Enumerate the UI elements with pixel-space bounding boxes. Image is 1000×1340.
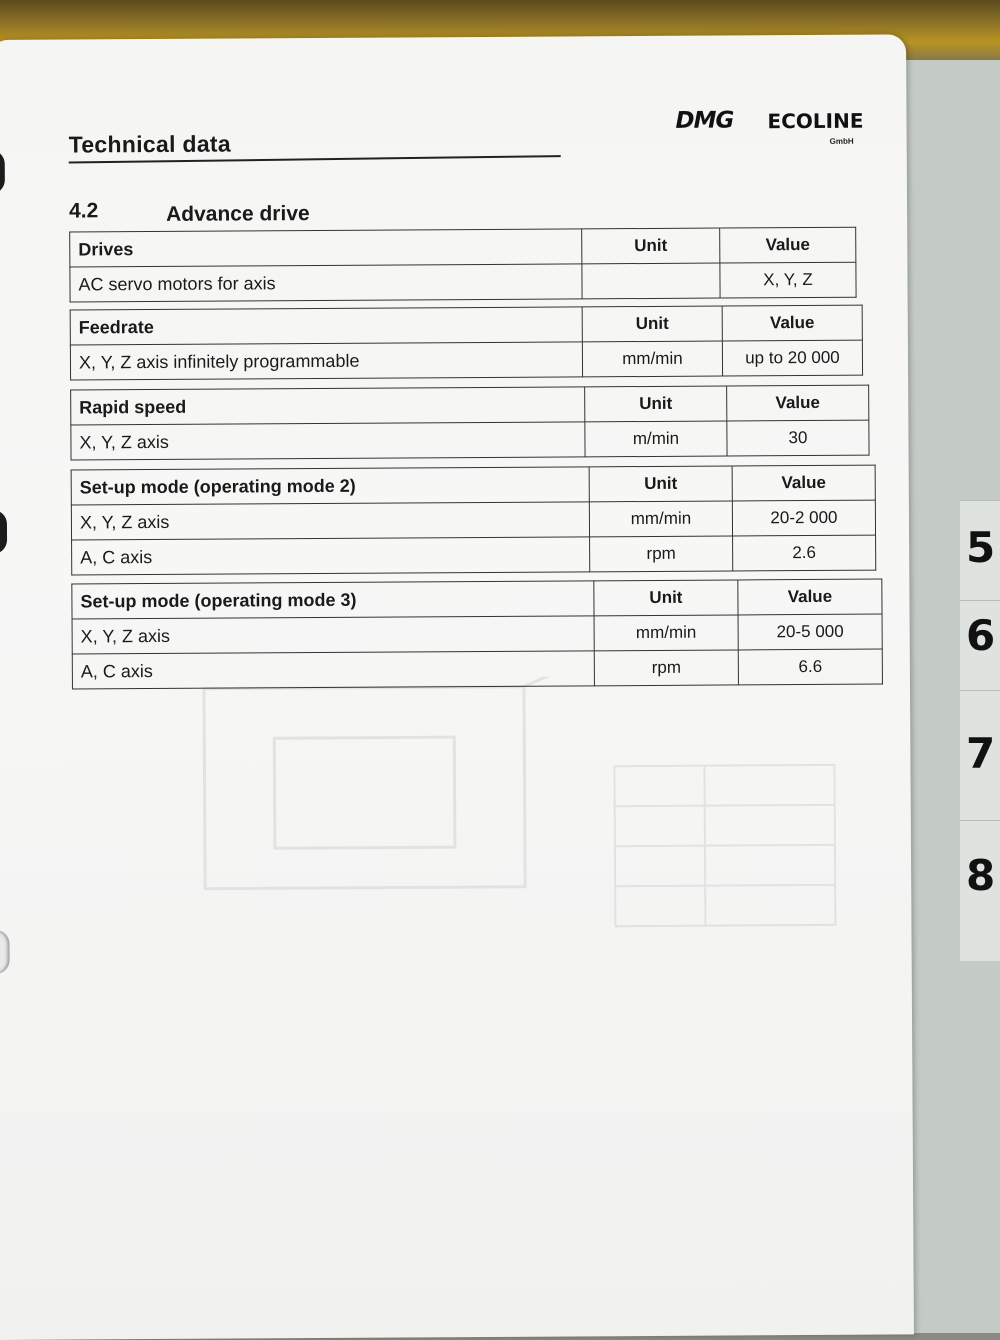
row-label: X, Y, Z axis — [71, 422, 585, 460]
index-tab-label: 8 — [966, 851, 996, 900]
row-value: 20-5 000 — [738, 614, 882, 650]
row-value: 30 — [727, 420, 869, 456]
unit-column-header: Unit — [589, 466, 732, 502]
logo-suffix: GmbH — [829, 136, 854, 146]
row-unit: mm/min — [589, 501, 732, 537]
spec-table-setup-mode-2 — [71, 465, 877, 576]
page-title: Technical data — [68, 130, 231, 158]
unit-column-header: Unit — [582, 306, 722, 342]
row-unit: m/min — [585, 421, 727, 457]
binder-hole — [0, 150, 5, 194]
value-column-header: Value — [722, 305, 862, 341]
row-label: AC servo motors for axis — [70, 264, 582, 302]
table-heading: Rapid speed — [71, 387, 585, 425]
row-value: X, Y, Z — [720, 262, 856, 298]
index-tab-label: 7 — [966, 729, 996, 778]
logo-brand: DMG — [675, 107, 734, 134]
row-value: 6.6 — [738, 649, 882, 685]
section-title: Advance drive — [165, 202, 310, 226]
unit-column-header: Unit — [594, 580, 738, 616]
row-label: X, Y, Z axis — [71, 502, 589, 540]
table-heading: Drives — [70, 229, 582, 267]
table-heading: Set-up mode (operating mode 3) — [72, 581, 594, 619]
binder-hole — [0, 930, 10, 974]
index-tab[interactable] — [960, 600, 1000, 691]
dmg-ecoline-logo — [675, 107, 865, 152]
show-through-drawing — [194, 675, 846, 939]
table-row — [71, 500, 875, 540]
spec-table-rapid-speed — [70, 385, 869, 461]
spec-table-feedrate — [70, 305, 863, 381]
logo-product: ECOLINE — [767, 108, 864, 134]
row-unit — [582, 263, 720, 299]
index-tab-label: 5 — [966, 523, 996, 572]
row-label: A, C axis — [72, 537, 590, 575]
binder-hole — [0, 510, 7, 554]
row-label: X, Y, Z axis infinitely programmable — [70, 342, 582, 380]
value-column-header: Value — [727, 385, 869, 421]
index-tab[interactable] — [960, 500, 1000, 601]
row-label: A, C axis — [72, 651, 594, 689]
section-number: 4.2 — [68, 199, 99, 223]
table-row — [72, 649, 882, 689]
row-unit: rpm — [590, 536, 733, 572]
row-label: X, Y, Z axis — [72, 616, 594, 654]
spec-table-setup-mode-3 — [71, 579, 883, 690]
unit-column-header: Unit — [582, 228, 720, 264]
table-row — [72, 614, 882, 654]
index-tab[interactable] — [960, 690, 1000, 821]
table-heading: Feedrate — [70, 307, 582, 345]
table-heading: Set-up mode (operating mode 2) — [71, 467, 589, 505]
value-column-header: Value — [738, 579, 882, 615]
value-column-header: Value — [732, 465, 875, 501]
unit-column-header: Unit — [585, 386, 727, 422]
table-row — [72, 535, 876, 575]
table-row — [71, 420, 869, 460]
index-tab-label: 6 — [966, 611, 996, 660]
document-page — [0, 34, 914, 1340]
table-row — [70, 262, 856, 302]
value-column-header: Value — [720, 227, 856, 263]
table-row — [70, 340, 862, 380]
row-value: 2.6 — [733, 535, 876, 571]
index-tab[interactable] — [960, 820, 1000, 961]
row-unit: rpm — [594, 650, 738, 686]
spec-table-drives — [69, 227, 856, 303]
row-unit: mm/min — [594, 615, 738, 651]
row-value: up to 20 000 — [722, 340, 862, 376]
row-value: 20-2 000 — [732, 500, 875, 536]
row-unit: mm/min — [582, 341, 722, 377]
